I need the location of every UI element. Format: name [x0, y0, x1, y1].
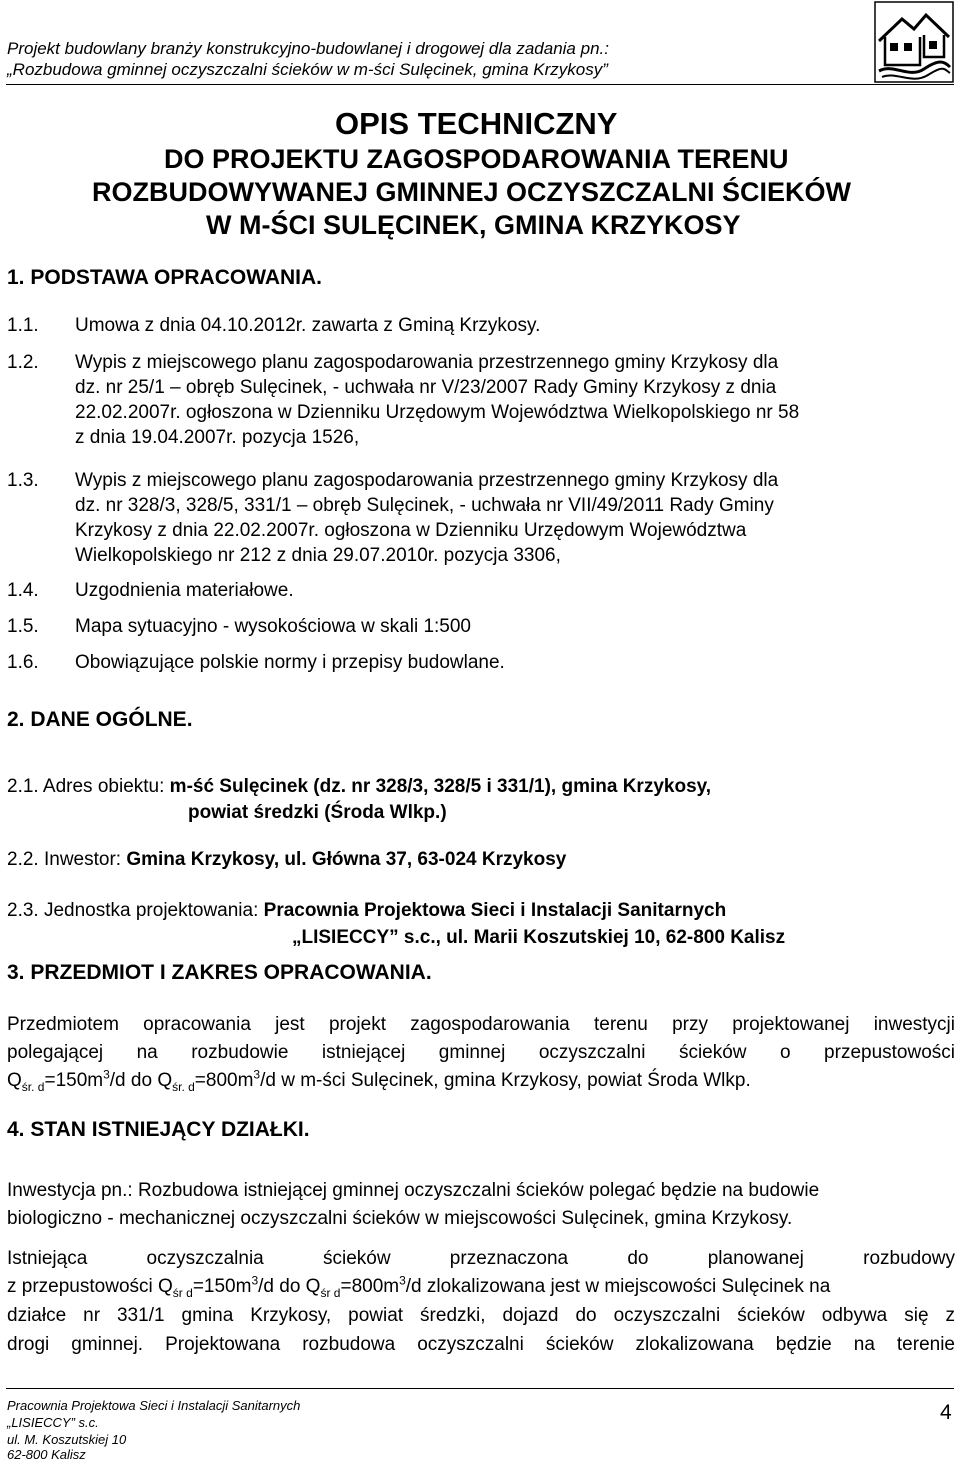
- flow-text: /d do Q: [258, 1276, 321, 1297]
- flow-subscript: śr d: [172, 1285, 193, 1300]
- flow-subscript: śr. d: [172, 1079, 195, 1094]
- flow-exponent: 3: [251, 1273, 259, 1288]
- item-1-2-line-3: 22.02.2007r. ogłoszona w Dzienniku Urzędowym Województwa Wielkopolskiego nr 58: [75, 402, 800, 423]
- house-logo-icon: [874, 1, 954, 83]
- flow-subscript: śr. d: [21, 1079, 45, 1094]
- item-1-3-line-3: Krzykosy z dnia 22.02.2007r. ogłoszona w Dzienniku Urzędowym Województwa: [75, 520, 747, 541]
- address-value: m-ść Sulęcinek (dz. nr 328/3, 328/5 i 331/1), gmina Krzykosy,: [169, 776, 712, 797]
- flow-symbol: Q: [7, 1070, 22, 1091]
- flow-value: =150m: [192, 1276, 252, 1297]
- section-3-paragraph-line-2: polegającej na rozbudowie istniejącej gminnej oczyszczalni ścieków o przepustowości: [7, 1042, 955, 1063]
- section-4-paragraph-b-line-3: działce nr 331/1 gmina Krzykosy, powiat średzki, dojazd do oczyszczalni ścieków odbywa się z: [7, 1305, 955, 1326]
- flow-exponent: 3: [399, 1273, 406, 1288]
- item-1-3-line-1: [7, 468, 778, 493]
- flow-subscript: śr d: [320, 1285, 341, 1300]
- designer-value-line-2: „LISIECCY” s.c., ul. Marii Koszutskiej 10, 62-800 Kalisz: [292, 927, 786, 948]
- flow-text: /d w m-ści Sulęcinek, gmina Krzykosy, powiat Środa Wlkp.: [260, 1070, 751, 1091]
- item-number: 1.5.: [7, 616, 39, 637]
- section-4-paragraph-a-line-2: biologiczno - mechanicznej oczyszczalni ścieków w miejscowości Sulęcinek, gmina Krzykosy.: [7, 1208, 793, 1229]
- section-2-heading: 2. DANE OGÓLNE.: [7, 708, 193, 731]
- address-value-line-2: powiat średzki (Środa Wlkp.): [188, 802, 447, 823]
- footer-rule: [6, 1388, 954, 1389]
- header-line-2: „Rozbudowa gminnej oczyszczalni ścieków w m-ści Sulęcinek, gmina Krzykosy”: [7, 60, 608, 79]
- item-1-3-line-2: dz. nr 328/3, 328/5, 331/1 – obręb Sulęcinek, - uchwała nr VII/49/2011 Rady Gminy: [75, 495, 774, 516]
- flow-value: =800m: [194, 1070, 254, 1091]
- title-line-3: ROZBUDOWYWANEJ GMINNEJ OCZYSZCZALNI ŚCIEKÓW: [92, 177, 852, 207]
- item-text: Mapa sytuacyjno - wysokościowa w skali 1:500: [75, 616, 472, 637]
- header-rule: [6, 84, 954, 85]
- item-1-2-line-4: z dnia 19.04.2007r. pozycja 1526,: [75, 427, 360, 448]
- item-1-6: [7, 650, 505, 675]
- footer-line-3: ul. M. Koszutskiej 10: [7, 1432, 127, 1447]
- item-1-2-line-2: dz. nr 25/1 – obręb Sulęcinek, - uchwała nr V/23/2007 Rady Gminy Krzykosy z dnia: [75, 377, 777, 398]
- section-4-paragraph-a-line-1: Inwestycja pn.: Rozbudowa istniejącej gminnej oczyszczalni ścieków polegać będzie na budowie: [7, 1180, 820, 1201]
- footer-line-2: „LISIECCY” s.c.: [7, 1415, 99, 1430]
- title-line-1: OPIS TECHNICZNY: [335, 106, 618, 141]
- section-3-paragraph-line-1: Przedmiotem opracowania jest projekt zagospodarowania terenu przy projektowanej inwestycji: [7, 1014, 955, 1035]
- flow-value: =800m: [340, 1276, 400, 1297]
- item-number: 1.2.: [7, 352, 39, 373]
- page-number: 4: [940, 1401, 952, 1424]
- flow-value: =150m: [44, 1070, 104, 1091]
- flow-text: /d do Q: [109, 1070, 173, 1091]
- section-4-paragraph-b-line-4: drogi gminnej. Projektowana rozbudowa oczyszczalni ścieków zlokalizowana będzie na terenie: [7, 1334, 955, 1355]
- investor-value: Gmina Krzykosy, ul. Główna 37, 63-024 Krzykosy: [126, 849, 567, 870]
- section-1-heading: 1. PODSTAWA OPRACOWANIA.: [7, 266, 323, 289]
- item-number: 1.3.: [7, 470, 39, 491]
- flow-text: /d zlokalizowana jest w miejscowości Sulęcinek na: [405, 1276, 831, 1297]
- item-1-5: [7, 614, 471, 639]
- item-text: Uzgodnienia materiałowe.: [75, 580, 294, 601]
- header-line-1: Projekt budowlany branży konstrukcyjno-budowlanej i drogowej dla zadania pn.:: [7, 39, 609, 58]
- title-line-2: DO PROJEKTU ZAGOSPODAROWANIA TERENU: [164, 144, 789, 174]
- section-4-heading: 4. STAN ISTNIEJĄCY DZIAŁKI.: [7, 1118, 310, 1141]
- footer-line-4: 62-800 Kalisz: [7, 1447, 86, 1462]
- item-text: Wypis z miejscowego planu zagospodarowania przestrzennego gminy Krzykosy dla: [75, 470, 779, 491]
- item-1-4: [7, 578, 294, 603]
- investor-label: 2.2. Inwestor:: [7, 849, 127, 870]
- flow-text: z przepustowości Q: [7, 1276, 173, 1297]
- investor-row: [7, 847, 566, 872]
- section-3-heading: 3. PRZEDMIOT I ZAKRES OPRACOWANIA.: [7, 961, 432, 984]
- footer-line-1: Pracownia Projektowa Sieci i Instalacji Sanitarnych: [7, 1398, 301, 1413]
- item-1-2-line-1: [7, 350, 778, 375]
- item-number: 1.4.: [7, 580, 39, 601]
- section-3-paragraph-line-3: [7, 1068, 751, 1093]
- item-1-1: [7, 313, 540, 338]
- section-4-paragraph-b-line-2: [7, 1274, 830, 1299]
- address-label: 2.1. Adres obiektu:: [7, 776, 170, 797]
- item-text: Wypis z miejscowego planu zagospodarowania przestrzennego gminy Krzykosy dla: [75, 352, 779, 373]
- item-text: Obowiązujące polskie normy i przepisy budowlane.: [75, 652, 505, 673]
- item-number: 1.1.: [7, 315, 39, 336]
- address-row: [7, 774, 711, 799]
- item-1-3-line-4: Wielkopolskiego nr 212 z dnia 29.07.2010r. pozycja 3306,: [75, 545, 561, 566]
- flow-exponent: 3: [103, 1067, 110, 1082]
- flow-exponent: 3: [253, 1067, 261, 1082]
- designer-value: Pracownia Projektowa Sieci i Instalacji Sanitarnych: [263, 900, 727, 921]
- item-number: 1.6.: [7, 652, 39, 673]
- title-line-4: W M-ŚCI SULĘCINEK, GMINA KRZYKOSY: [206, 210, 741, 240]
- section-4-paragraph-b-line-1: Istniejąca oczyszczalnia ścieków przeznaczona do planowanej rozbudowy: [7, 1248, 955, 1269]
- designer-label: 2.3. Jednostka projektowania:: [7, 900, 264, 921]
- item-text: Umowa z dnia 04.10.2012r. zawarta z Gminą Krzykosy.: [75, 315, 541, 336]
- designer-row: [7, 898, 726, 923]
